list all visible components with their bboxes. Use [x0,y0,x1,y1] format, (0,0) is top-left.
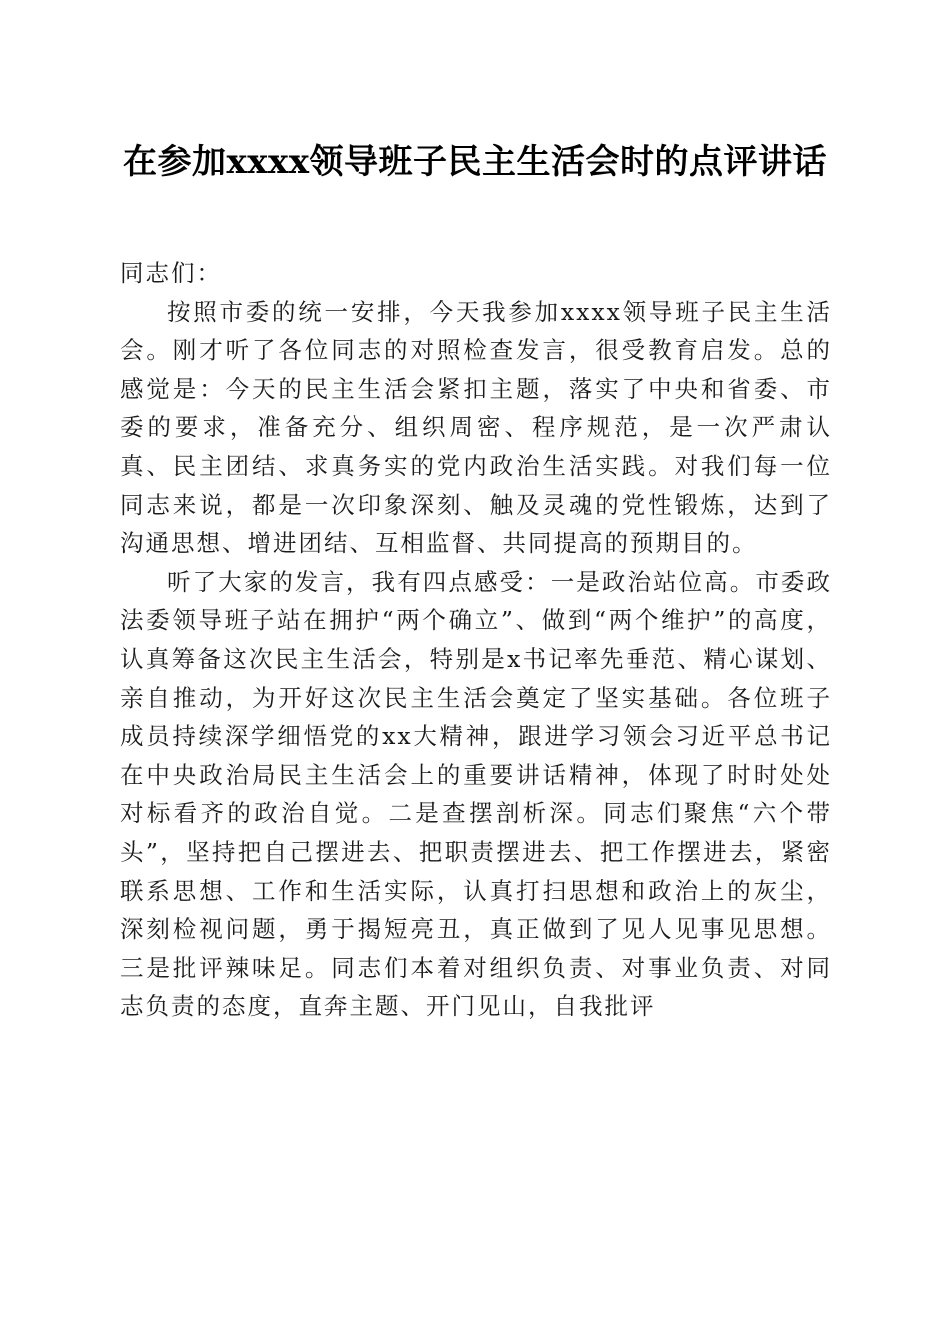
paragraph-1: 按照市委的统一安排，今天我参加xxxx领导班子民主生活会。刚才听了各位同志的对照检查发言，很受教育启发。总的感觉是：今天的民主生活会紧扣主题，落实了中央和省委、市委的要求，准备充分、组织周密、程序规范，是一次严肃认真、民主团结、求真务实的党内政治生活实践。对我们每一位同志来说，都是一次印象深刻、触及灵魂的党性锻炼，达到了沟通思想、增进团结、互相监督、共同提高的预期目的。 [120,297,832,558]
paragraph-2: 听了大家的发言，我有四点感受：一是政治站位高。市委政法委领导班子站在拥护“两个确立”、做到“两个维护”的高度，认真筹备这次民主生活会，特别是x书记率先垂范、精心谋划、亲自推动，为开好这次民主生活会奠定了坚实基础。各位班子成员持续深学细悟党的xx大精神，跟进学习领会习近平总书记在中央政治局民主生活会上的重要讲话精神，体现了时时处处对标看齐的政治自觉。二是查摆剖析深。同志们聚焦“六个带头”，坚持把自己摆进去、把职责摆进去、把工作摆进去，紧密联系思想、工作和生活实际，认真打扫思想和政治上的灰尘，深刻检视问题，勇于揭短亮丑，真正做到了见人见事见思想。三是批评辣味足。同志们本着对组织负责、对事业负责、对同志负责的态度，直奔主题、开门见山，自我批评 [120,567,832,1021]
document-title: 在参加xxxx领导班子民主生活会时的点评讲话 [122,142,828,182]
document-body [120,254,832,1026]
salutation: 同志们： [120,259,222,287]
